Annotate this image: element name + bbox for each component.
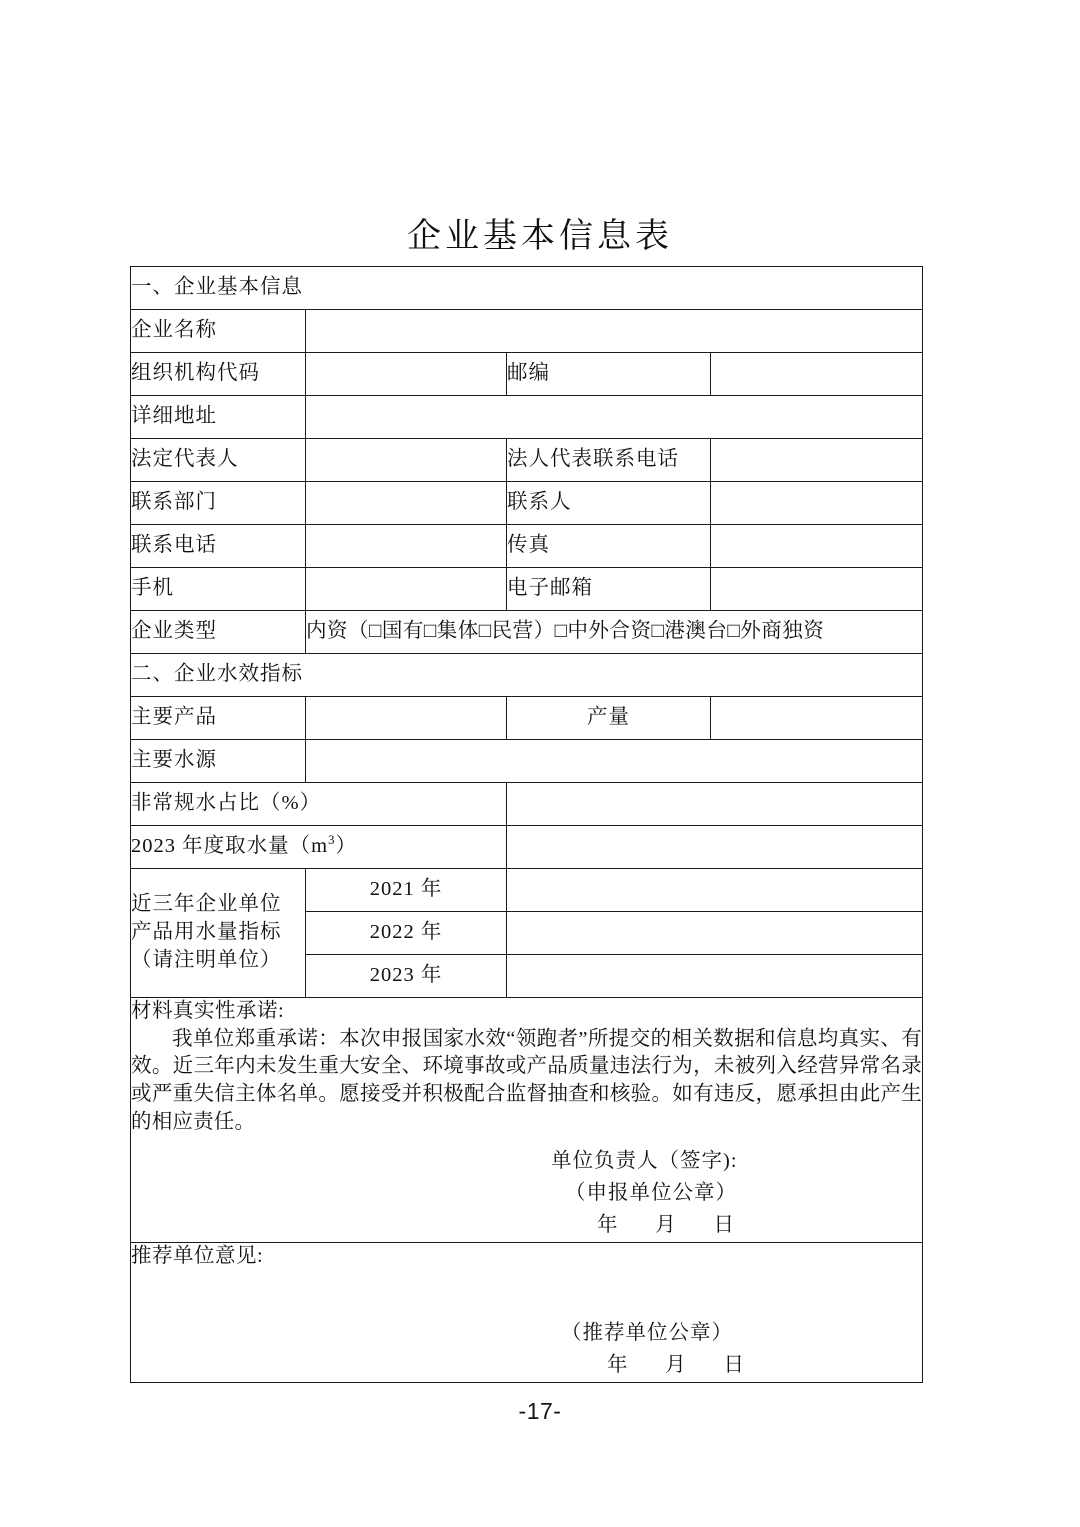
recommendation-date-line[interactable]: 年 月 日 (607, 1354, 745, 1377)
three-year-label-line-2: 产品用水量指标 (131, 921, 282, 944)
label-main-water-source: 主要水源 (131, 740, 306, 783)
field-email[interactable] (711, 568, 923, 611)
label-legal-rep-phone: 法人代表联系电话 (507, 439, 711, 482)
table-row-enterprise-name (131, 310, 923, 353)
label-three-year-water-index (131, 869, 306, 998)
label-annual-water-withdrawal (131, 826, 507, 869)
field-legal-rep-phone[interactable] (711, 439, 923, 482)
annual-withdrawal-text-prefix: 2023 年度取水量（m (131, 835, 329, 858)
page-number: -17- (518, 1398, 562, 1424)
annual-withdrawal-superscript: 3 (328, 833, 336, 848)
label-org-code: 组织机构代码 (131, 353, 306, 396)
enterprise-basic-info-form (130, 266, 923, 1383)
label-contact-person: 联系人 (507, 482, 711, 525)
field-legal-representative[interactable] (306, 439, 507, 482)
three-year-label-line-1: 近三年企业单位 (131, 893, 282, 916)
label-unconventional-water-ratio: 非常规水占比（%） (131, 783, 507, 826)
field-mobile[interactable] (306, 568, 507, 611)
label-output: 产量 (507, 697, 711, 740)
table-row-recommendation (131, 1242, 923, 1382)
table-row-legal-rep (131, 439, 923, 482)
field-enterprise-name[interactable] (306, 310, 923, 353)
label-contact-phone: 联系电话 (131, 525, 306, 568)
label-address: 详细地址 (131, 396, 306, 439)
field-main-water-source[interactable] (306, 740, 923, 783)
label-enterprise-type: 企业类型 (131, 611, 306, 654)
field-fax[interactable] (711, 525, 923, 568)
field-annual-water-withdrawal[interactable] (507, 826, 923, 869)
annual-withdrawal-text-suffix: ） (335, 835, 357, 858)
table-row-section-water (131, 654, 923, 697)
applicant-date-line[interactable]: 年 月 日 (597, 1213, 735, 1236)
field-contact-phone[interactable] (306, 525, 507, 568)
field-year-2022-value[interactable] (507, 912, 923, 955)
table-row-year-2021 (131, 869, 923, 912)
label-email: 电子邮箱 (507, 568, 711, 611)
section-heading-basic-info: 一、企业基本信息 (131, 267, 923, 310)
field-main-product[interactable] (306, 697, 507, 740)
recommendation-signature-block (131, 1318, 922, 1382)
field-postcode[interactable] (711, 353, 923, 396)
enterprise-type-checkbox-group[interactable]: 内资（□国有□集体□民营）□中外合资□港澳台□外商独资 (306, 611, 923, 654)
table-row-section-basic (131, 267, 923, 310)
recommendation-section (131, 1242, 923, 1382)
label-legal-representative: 法定代表人 (131, 439, 306, 482)
label-main-product: 主要产品 (131, 697, 306, 740)
table-row-annual-withdrawal (131, 826, 923, 869)
field-year-2023-value[interactable] (507, 955, 923, 998)
field-unconventional-water-ratio[interactable] (507, 783, 923, 826)
three-year-label-line-3: （请注明单位） (131, 948, 282, 971)
field-address[interactable] (306, 396, 923, 439)
commitment-body: 我单位郑重承诺：本次申报国家水效“领跑者”所提交的相关数据和信息均真实、有效。近三年内未发生重大安全、环境事故或产品质量违法行为，未被列入经营异常名录或严重失信主体名单。愿接受并积极配合监督抽查和核验。如有违反，愿承担由此产生的相应责任。 (131, 1027, 922, 1133)
label-enterprise-name: 企业名称 (131, 310, 306, 353)
field-year-2021-value[interactable] (507, 869, 923, 912)
applicant-seal-line: （申报单位公章） (565, 1182, 737, 1205)
recommendation-seal-line: （推荐单位公章） (561, 1322, 733, 1345)
commitment-title: 材料真实性承诺: (131, 1000, 285, 1022)
label-contact-department: 联系部门 (131, 482, 306, 525)
table-row-main-water-source (131, 740, 923, 783)
label-year-2022: 2022 年 (306, 912, 507, 955)
commitment-section (131, 998, 923, 1243)
applicant-signature-block (131, 1146, 922, 1241)
field-contact-department[interactable] (306, 482, 507, 525)
label-year-2021: 2021 年 (306, 869, 507, 912)
table-row-mobile (131, 568, 923, 611)
label-postcode: 邮编 (507, 353, 711, 396)
label-year-2023: 2023 年 (306, 955, 507, 998)
applicant-signature-line[interactable]: 单位负责人（签字): (551, 1150, 738, 1173)
table-row-contact-dept (131, 482, 923, 525)
field-contact-person[interactable] (711, 482, 923, 525)
table-row-unconventional-water (131, 783, 923, 826)
label-fax: 传真 (507, 525, 711, 568)
table-row-address (131, 396, 923, 439)
table-row-main-product (131, 697, 923, 740)
recommendation-title: 推荐单位意见: (131, 1244, 264, 1267)
field-output[interactable] (711, 697, 923, 740)
section-heading-water-efficiency: 二、企业水效指标 (131, 654, 923, 697)
table-row-enterprise-type (131, 611, 923, 654)
label-mobile: 手机 (131, 568, 306, 611)
field-org-code[interactable] (306, 353, 507, 396)
table-row-org-code (131, 353, 923, 396)
table-row-contact-phone (131, 525, 923, 568)
table-row-commitment (131, 998, 923, 1243)
page-title: 企业基本信息表 (407, 218, 673, 255)
